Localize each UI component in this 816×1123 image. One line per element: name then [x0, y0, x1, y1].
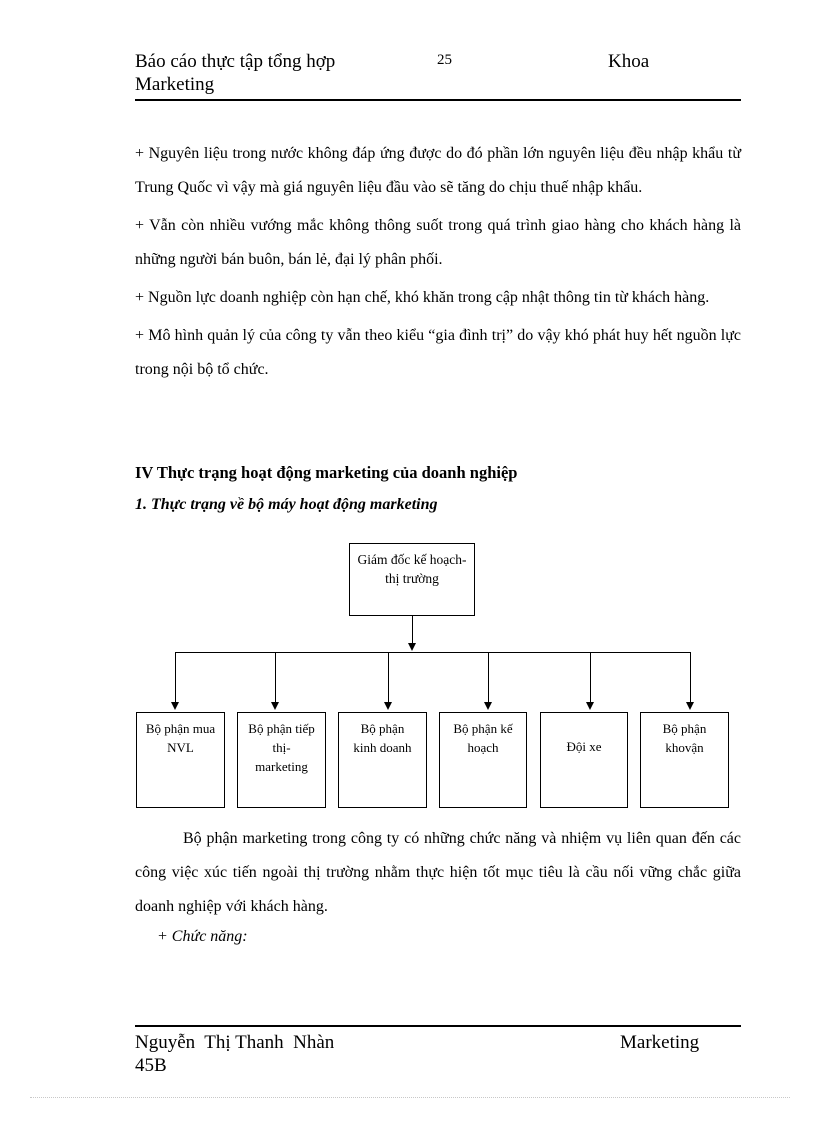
footer-department: Marketing: [620, 1032, 700, 1053]
header-title-line2: Marketing: [135, 74, 215, 95]
drop-line: [175, 652, 176, 702]
dept-label: Bộ phận mua NVL: [145, 721, 216, 755]
paragraph-resources: + Nguồn lực doanh nghiệp còn hạn chế, khó khăn trong cập nhật thông tin từ khách hàng.: [135, 289, 710, 306]
drop-line: [590, 652, 591, 702]
org-root-label: Giám đốc kế hoạch- thị trường: [357, 552, 467, 586]
arrowhead: [271, 702, 279, 710]
closing-text: [135, 822, 741, 924]
root-arrowhead: [408, 643, 416, 651]
org-root-box: [349, 543, 475, 616]
org-bus-line: [175, 652, 691, 653]
dept-box-marketing: [237, 712, 326, 808]
arrowhead: [171, 702, 179, 710]
paragraph-marketing-dept: Bộ phận marketing trong công ty có những chức năng và nhiệm vụ liên quan đến các công việc xúc tiến ngoài thị trường nhằm thực hiện tốt mục tiêu là cầu nối vững chắc giữa doanh nghiệp với khách hàng.: [135, 830, 741, 915]
dept-label: Bộ phận kế hoạch: [453, 721, 513, 755]
arrowhead: [686, 702, 694, 710]
dept-box-planning: [439, 712, 527, 808]
dept-box-fleet: [540, 712, 628, 808]
paragraph-management-model: + Mô hình quản lý của công ty vẫn theo kiểu “gia đình trị” do vậy khó phát huy hết nguồn lực trong nội bộ tổ chức.: [135, 327, 741, 378]
paragraph-raw-materials: + Nguyên liệu trong nước không đáp ứng được do đó phần lớn nguyên liệu đều nhập khẩu từ Trung Quốc vì vậy mà giá nguyên liệu đầu vào sẽ tăng do chịu thuế nhập khẩu.: [135, 145, 741, 196]
drop-line: [388, 652, 389, 702]
header-rule: [135, 99, 741, 101]
page-number: 25: [437, 52, 452, 68]
dept-label: Bộ phận tiếp thị- marketing: [248, 721, 315, 774]
paragraph-delivery: + Vẫn còn nhiều vướng mắc không thông suốt trong quá trình giao hàng cho khách hàng là những người bán buôn, bán lẻ, đại lý phân phối.: [135, 217, 741, 268]
section-heading: IV Thực trạng hoạt động marketing của doanh nghiệp: [135, 463, 518, 482]
dept-label: Bộ phận khovận: [662, 721, 707, 755]
dept-box-purchasing: [136, 712, 225, 808]
drop-line: [488, 652, 489, 702]
root-connector: [412, 616, 413, 644]
arrowhead: [586, 702, 594, 710]
header-department: Khoa: [608, 51, 650, 72]
arrowhead: [384, 702, 392, 710]
drop-line: [690, 652, 691, 702]
dept-label: Bộ phận kinh doanh: [353, 721, 412, 755]
dept-box-sales: [338, 712, 427, 808]
subsection-heading: 1. Thực trạng về bộ máy hoạt động marketing: [135, 496, 438, 513]
header-title-line1: Báo cáo thực tập tổng hợp: [135, 51, 336, 72]
arrowhead: [484, 702, 492, 710]
dept-label: Đội xe: [566, 739, 602, 754]
dept-box-logistics: [640, 712, 729, 808]
page-bottom-border: [30, 1097, 790, 1098]
footer-author-line1: Nguyễn Thị Thanh Nhàn: [135, 1032, 335, 1053]
function-label: + Chức năng:: [157, 928, 248, 945]
footer-author-line2: 45B: [135, 1055, 167, 1076]
footer-rule: [135, 1025, 741, 1027]
drop-line: [275, 652, 276, 702]
body-text: [135, 137, 741, 387]
